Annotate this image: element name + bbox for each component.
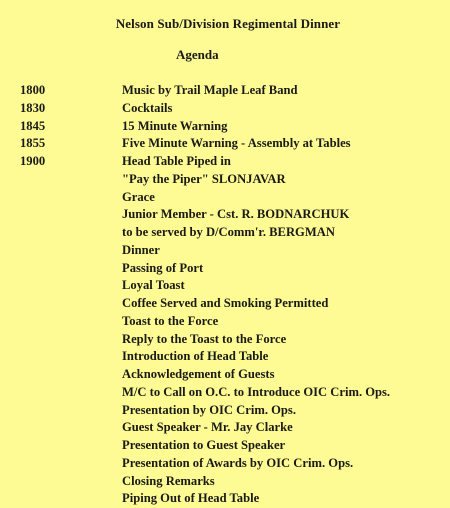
- agenda-item: Head Table Piped in: [122, 154, 231, 168]
- agenda-item: Closing Remarks: [122, 473, 215, 488]
- agenda-row: [0, 313, 450, 331]
- agenda-row: [0, 100, 450, 118]
- agenda-row: [0, 348, 450, 366]
- agenda-item: Guest Speaker - Mr. Jay Clarke: [122, 420, 293, 435]
- agenda-row: [0, 189, 450, 207]
- agenda-item: 15 Minute Warning: [122, 118, 228, 133]
- agenda-row: [0, 242, 450, 260]
- agenda-row: [0, 206, 450, 224]
- agenda-item: Dinner: [122, 242, 160, 257]
- agenda-item: Grace: [122, 189, 155, 204]
- agenda-item: Loyal Toast: [122, 278, 185, 293]
- agenda-row: [0, 118, 450, 136]
- agenda-row: [0, 402, 450, 420]
- agenda-row: [0, 331, 450, 349]
- agenda-item: Presentation to Guest Speaker: [122, 438, 286, 452]
- agenda-item: Coffee Served and Smoking Permitted: [122, 296, 329, 310]
- agenda-item: Five Minute Warning - Assembly at Tables: [122, 136, 351, 151]
- agenda-row: [0, 153, 450, 171]
- agenda-item: Toast to the Force: [122, 313, 219, 328]
- agenda-list: [0, 82, 450, 508]
- agenda-item: Presentation of Awards by OIC Crim. Ops.: [122, 455, 354, 470]
- agenda-row: [0, 455, 450, 473]
- agenda-item: "Pay the Piper" SLONJAVAR: [122, 171, 286, 186]
- agenda-item: Cocktails: [122, 100, 173, 115]
- agenda-item: Passing of Port: [122, 260, 204, 275]
- agenda-row: [0, 260, 450, 278]
- agenda-item: Music by Trail Maple Leaf Band: [122, 83, 298, 97]
- agenda-item: Introduction of Head Table: [122, 349, 269, 364]
- agenda-row: [0, 437, 450, 455]
- agenda-row: [0, 384, 450, 402]
- agenda-row: [0, 277, 450, 295]
- agenda-time: 1845: [20, 118, 46, 133]
- agenda-row: [0, 473, 450, 491]
- agenda-item: Reply to the Toast to the Force: [122, 331, 287, 346]
- agenda-item: Junior Member - Cst. R. BODNARCHUK: [122, 207, 350, 222]
- agenda-time: 1830: [20, 100, 46, 115]
- agenda-heading: Agenda: [176, 47, 219, 62]
- agenda-row: [0, 295, 450, 313]
- agenda-item: Presentation by OIC Crim. Ops.: [122, 402, 296, 417]
- agenda-item: M/C to Call on O.C. to Introduce OIC Crim. Ops.: [122, 384, 391, 399]
- agenda-row: [0, 366, 450, 384]
- agenda-time: 1900: [20, 154, 46, 168]
- agenda-row: [0, 419, 450, 437]
- agenda-row: [0, 490, 450, 508]
- agenda-row: [0, 135, 450, 153]
- agenda-item: Acknowledgement of Guests: [122, 367, 275, 381]
- agenda-row: [0, 82, 450, 100]
- agenda-time: 1855: [20, 136, 46, 151]
- document-title: Nelson Sub/Division Regimental Dinner: [115, 16, 341, 31]
- agenda-item: to be served by D/Comm'r. BERGMAN: [122, 225, 335, 239]
- agenda-row: [0, 224, 450, 242]
- agenda-item: Piping Out of Head Table: [122, 491, 260, 506]
- agenda-time: 1800: [20, 83, 46, 97]
- agenda-row: [0, 171, 450, 189]
